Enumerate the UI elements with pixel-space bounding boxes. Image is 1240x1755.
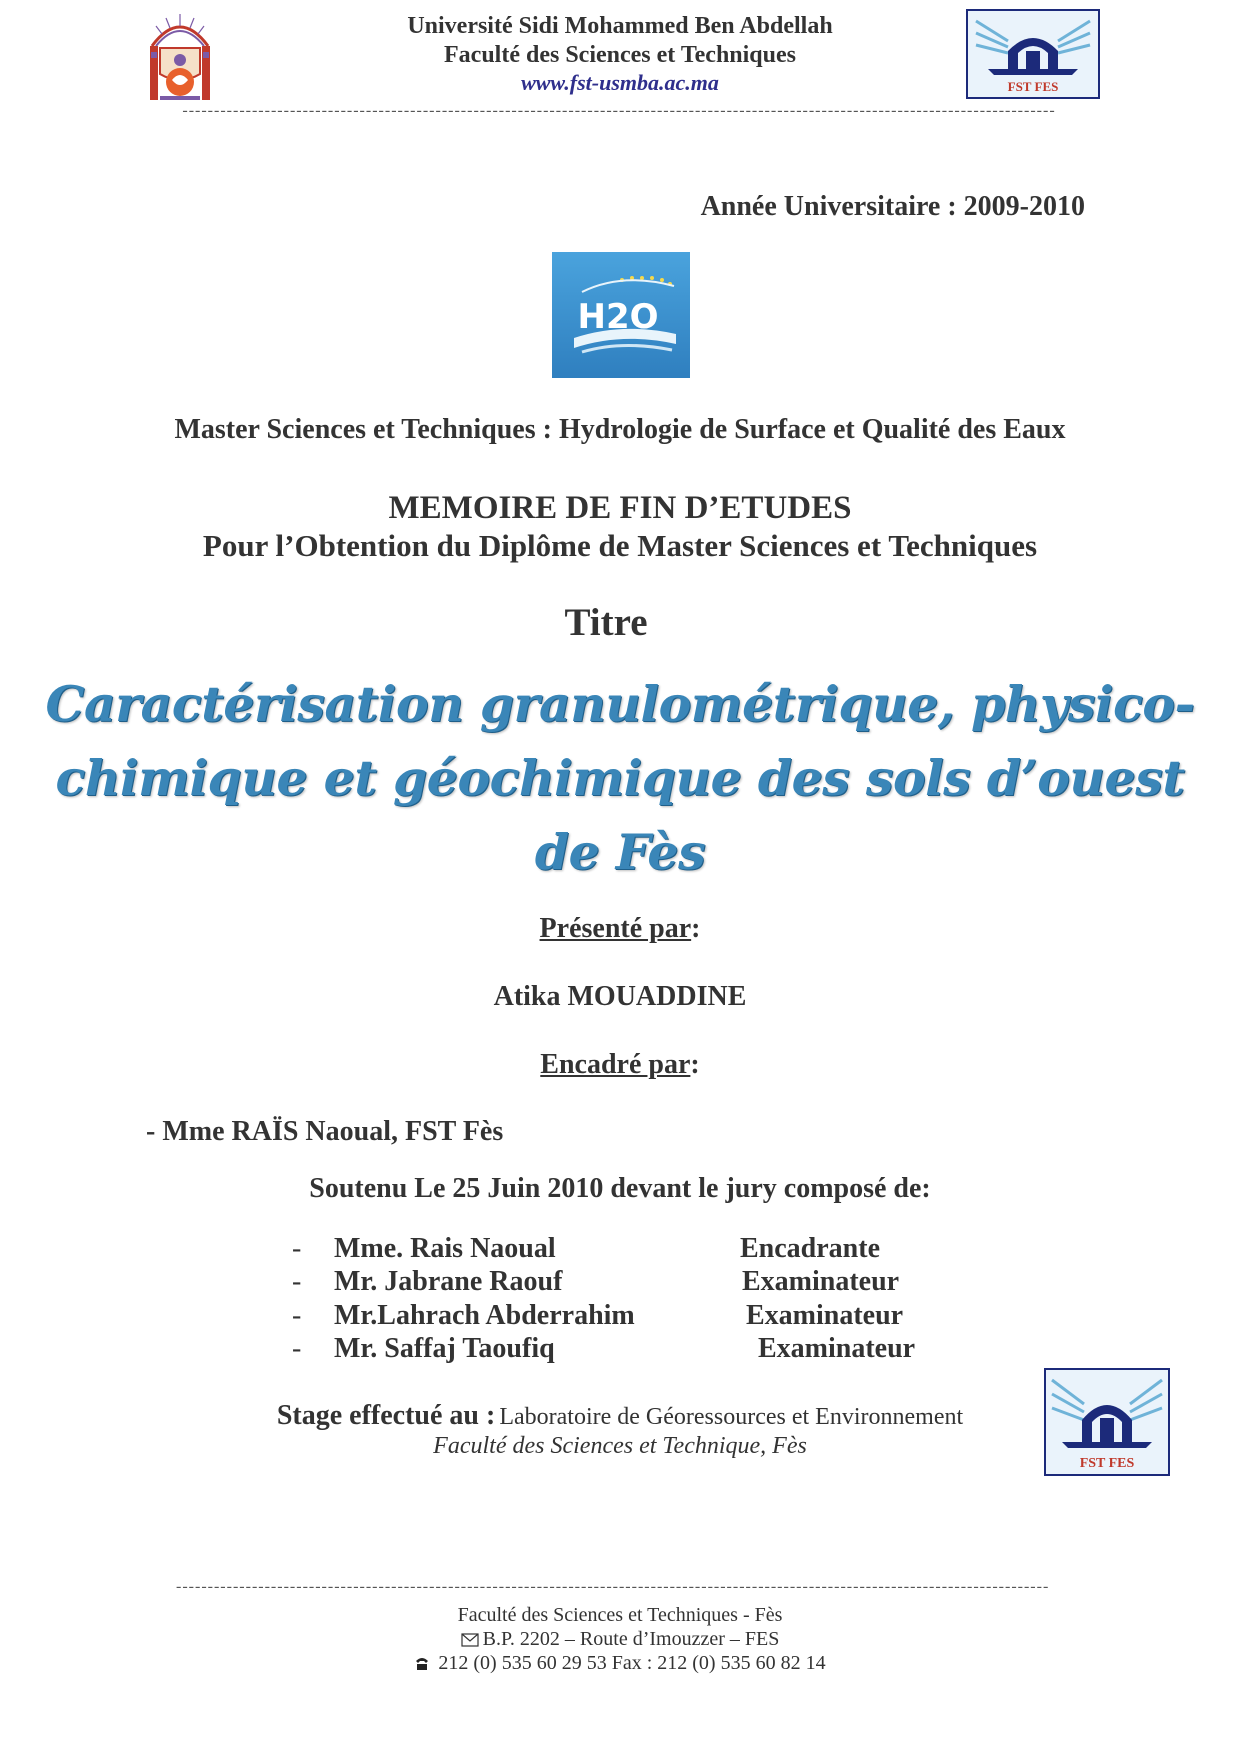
jury-role: Examinateur	[746, 1300, 904, 1331]
jury-name: Mr. Jabrane Raouf	[334, 1266, 563, 1297]
h2o-badge-icon	[552, 252, 690, 378]
thesis-title-line-1: Caractérisation granulométrique, physico-	[45, 675, 1195, 733]
jury-member	[292, 1266, 992, 1300]
svg-text:H2O: H2O	[577, 297, 659, 337]
jury-dash: -	[292, 1233, 302, 1264]
jury-dash: -	[292, 1333, 302, 1364]
internship-lab: Laboratoire de Géoressources et Environnement	[499, 1404, 964, 1430]
footer-phone: 212 (0) 535 60 29 53 Fax : 212 (0) 535 60 82 14	[438, 1652, 826, 1674]
author-name: Atika MOUADDINE	[493, 981, 747, 1012]
jury-role: Examinateur	[758, 1333, 916, 1364]
footer-divider: ------------------------------------------------------------------------------------------------------------------------------------------	[176, 1578, 1050, 1595]
presented-by-colon: :	[691, 913, 701, 944]
master-program: Master Sciences et Techniques : Hydrologie de Surface et Qualité des Eaux	[174, 414, 1066, 445]
svg-text:FST FES: FST FES	[1079, 1456, 1135, 1471]
supervised-by	[0, 1049, 1240, 1081]
university-name: Université Sidi Mohammed Ben Abdellah	[407, 13, 833, 39]
website-link[interactable]: www.fst-usmba.ac.ma	[521, 70, 719, 95]
jury-name: Mr.Lahrach Abderrahim	[334, 1300, 635, 1331]
svg-text:FST FES: FST FES	[1007, 79, 1059, 94]
jury-name: Mr. Saffaj Taoufiq	[334, 1333, 555, 1364]
supervisor-name: - Mme RAÏS Naoual, FST Fès	[146, 1116, 504, 1147]
phone-icon	[414, 1653, 430, 1677]
title-label: Titre	[564, 601, 648, 644]
supervised-by-label: Encadré par	[540, 1049, 691, 1080]
envelope-icon	[461, 1629, 479, 1653]
footer-phone-line	[0, 1651, 1240, 1677]
jury-member	[292, 1233, 992, 1267]
header-divider: ------------------------------------------------------------------------------------------------------------------------------------------	[182, 102, 1056, 119]
jury-role: Encadrante	[740, 1233, 880, 1264]
internship-label: Stage effectué au :	[276, 1400, 496, 1431]
jury-name: Mme. Rais Naoual	[334, 1233, 556, 1264]
presented-by	[0, 913, 1240, 945]
presented-by-label: Présenté par	[539, 913, 692, 944]
thesis-title-line-2: chimique et géochimique des sols d’ouest	[55, 749, 1185, 807]
memoire-subheading: Pour l’Obtention du Diplôme de Master Sciences et Techniques	[202, 528, 1038, 563]
academic-year: Année Universitaire : 2009-2010	[700, 191, 1085, 222]
memoire-heading: MEMOIRE DE FIN D’ETUDES	[388, 490, 852, 526]
jury-dash: -	[292, 1300, 302, 1331]
fst-fes-logo-icon	[966, 9, 1100, 99]
footer-faculty: Faculté des Sciences et Techniques - Fès	[457, 1604, 783, 1626]
footer-address: B.P. 2202 – Route d’Imouzzer – FES	[482, 1628, 780, 1650]
jury-member	[292, 1333, 992, 1367]
jury-role: Examinateur	[742, 1266, 900, 1297]
jury-dash: -	[292, 1266, 302, 1297]
supervised-by-colon: :	[690, 1049, 700, 1080]
footer-address-line	[0, 1627, 1240, 1653]
fst-fes-logo-icon	[1044, 1368, 1170, 1476]
faculty-name: Faculté des Sciences et Techniques	[444, 42, 796, 68]
defense-date: Soutenu Le 25 Juin 2010 devant le jury composé de:	[309, 1173, 931, 1204]
jury-member	[292, 1300, 992, 1334]
internship-faculty: Faculté des Sciences et Technique, Fès	[433, 1433, 807, 1459]
thesis-title-line-3: de Fès	[534, 823, 706, 881]
